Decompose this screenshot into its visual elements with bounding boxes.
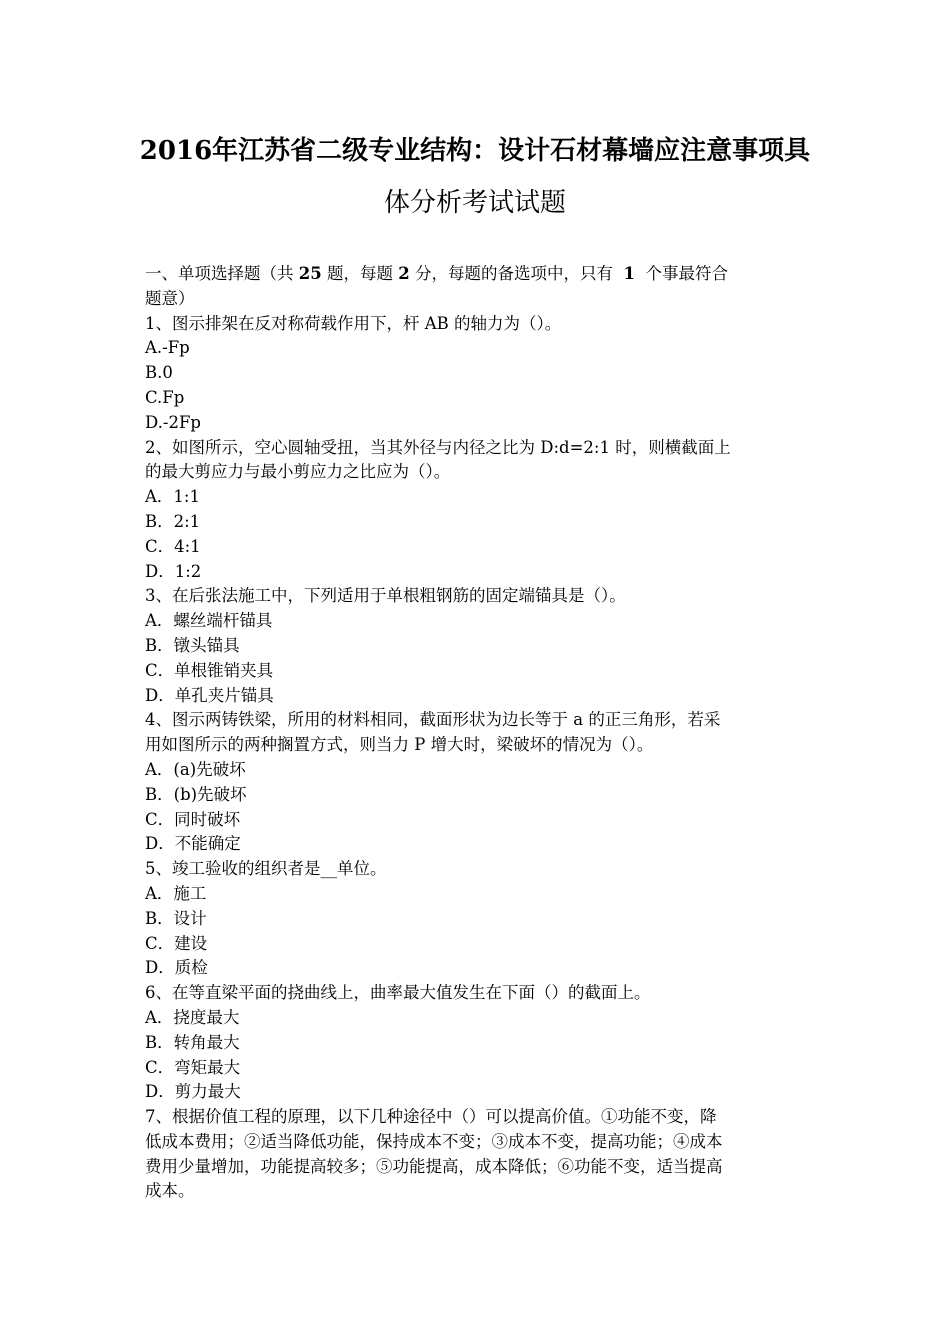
question-text: 2、如图所示，空心圆轴受扭，当其外径与内径之比为 D:d=2:1 时，则横截面上 <box>145 437 731 457</box>
question-text: 低成本费用；②适当降低功能，保持成本不变；③成本不变，提高功能；④成本 <box>145 1131 723 1151</box>
question-text: 用如图所示的两种搁置方式，则当力 P 增大时，梁破坏的情况为（）。 <box>145 735 654 755</box>
question-item <box>145 857 810 981</box>
question-count: 25 <box>298 264 322 283</box>
answer-option: D．不能确定 <box>145 834 241 854</box>
question-item <box>145 708 810 857</box>
answer-option: A．施工 <box>145 883 207 903</box>
answer-option: B．设计 <box>145 908 207 928</box>
answer-option: B．2:1 <box>145 511 201 531</box>
section-heading-cont: 题意） <box>145 288 195 308</box>
answer-option: B．(b)先破坏 <box>145 784 247 804</box>
heading-text: 个事最符合 <box>645 264 728 283</box>
question-text: 费用少量增加，功能提高较多；⑤功能提高，成本降低；⑥功能不变，适当提高 <box>145 1156 723 1176</box>
question-text: 4、图示两铸铁梁，所用的材料相同，截面形状为边长等于 a 的正三角形，若采 <box>145 710 721 730</box>
title-year: 2016 <box>139 136 213 166</box>
answer-option: D．1:2 <box>145 561 202 581</box>
heading-text: 分，每题的备选项中，只有 <box>414 264 613 283</box>
answer-count: 1 <box>623 264 635 283</box>
answer-option: B．镦头锚具 <box>145 635 240 655</box>
question-item <box>145 312 810 436</box>
answer-option: C.Fp <box>145 387 185 407</box>
answer-option: B．转角最大 <box>145 1032 240 1052</box>
points-per-question: 2 <box>398 264 410 283</box>
question-list <box>145 312 810 1205</box>
question-item <box>145 436 810 585</box>
title-text: 年江苏省二级专业结构：设计石材幕墙应注意事项具 <box>212 136 811 166</box>
question-item <box>145 1105 810 1204</box>
answer-option: D．剪力最大 <box>145 1082 241 1102</box>
question-text: 成本。 <box>145 1181 195 1201</box>
answer-option: C．4:1 <box>145 536 201 556</box>
answer-option: C．单根锥销夹具 <box>145 660 274 680</box>
question-text: 5、竣工验收的组织者是__单位。 <box>145 859 387 879</box>
question-text: 1、图示排架在反对称荷载作用下，杆 AB 的轴力为（）。 <box>145 313 562 333</box>
answer-option: D.-2Fp <box>145 412 201 432</box>
answer-option: C．同时破坏 <box>145 809 241 829</box>
heading-text: 一、单项选择题（共 <box>145 264 294 283</box>
question-item <box>145 981 810 1105</box>
question-text: 7、根据价值工程的原理，以下几种途径中（）可以提高价值。①功能不变，降 <box>145 1107 717 1127</box>
answer-option: A.-Fp <box>145 338 190 358</box>
question-text: 的最大剪应力与最小剪应力之比应为（）。 <box>145 462 451 482</box>
answer-option: A．挠度最大 <box>145 1007 240 1027</box>
answer-option: A．1:1 <box>145 487 200 507</box>
question-text: 3、在后张法施工中，下列适用于单根粗钢筋的固定端锚具是（）。 <box>145 586 626 606</box>
question-item <box>145 584 810 708</box>
document-body <box>145 262 810 1204</box>
heading-text: 题，每题 <box>326 264 393 283</box>
document-title-line1 <box>110 134 840 168</box>
question-text: 6、在等直梁平面的挠曲线上，曲率最大值发生在下面（）的截面上。 <box>145 983 651 1003</box>
answer-option: C．弯矩最大 <box>145 1057 241 1077</box>
answer-option: D．质检 <box>145 958 208 978</box>
answer-option: B.0 <box>145 363 173 383</box>
answer-option: C．建设 <box>145 933 208 953</box>
answer-option: D．单孔夹片锚具 <box>145 685 274 705</box>
answer-option: A．螺丝端杆锚具 <box>145 611 273 631</box>
document-title-line2: 体分析考试试题 <box>383 188 566 218</box>
answer-option: A．(a)先破坏 <box>145 759 246 779</box>
section-heading <box>145 262 810 287</box>
